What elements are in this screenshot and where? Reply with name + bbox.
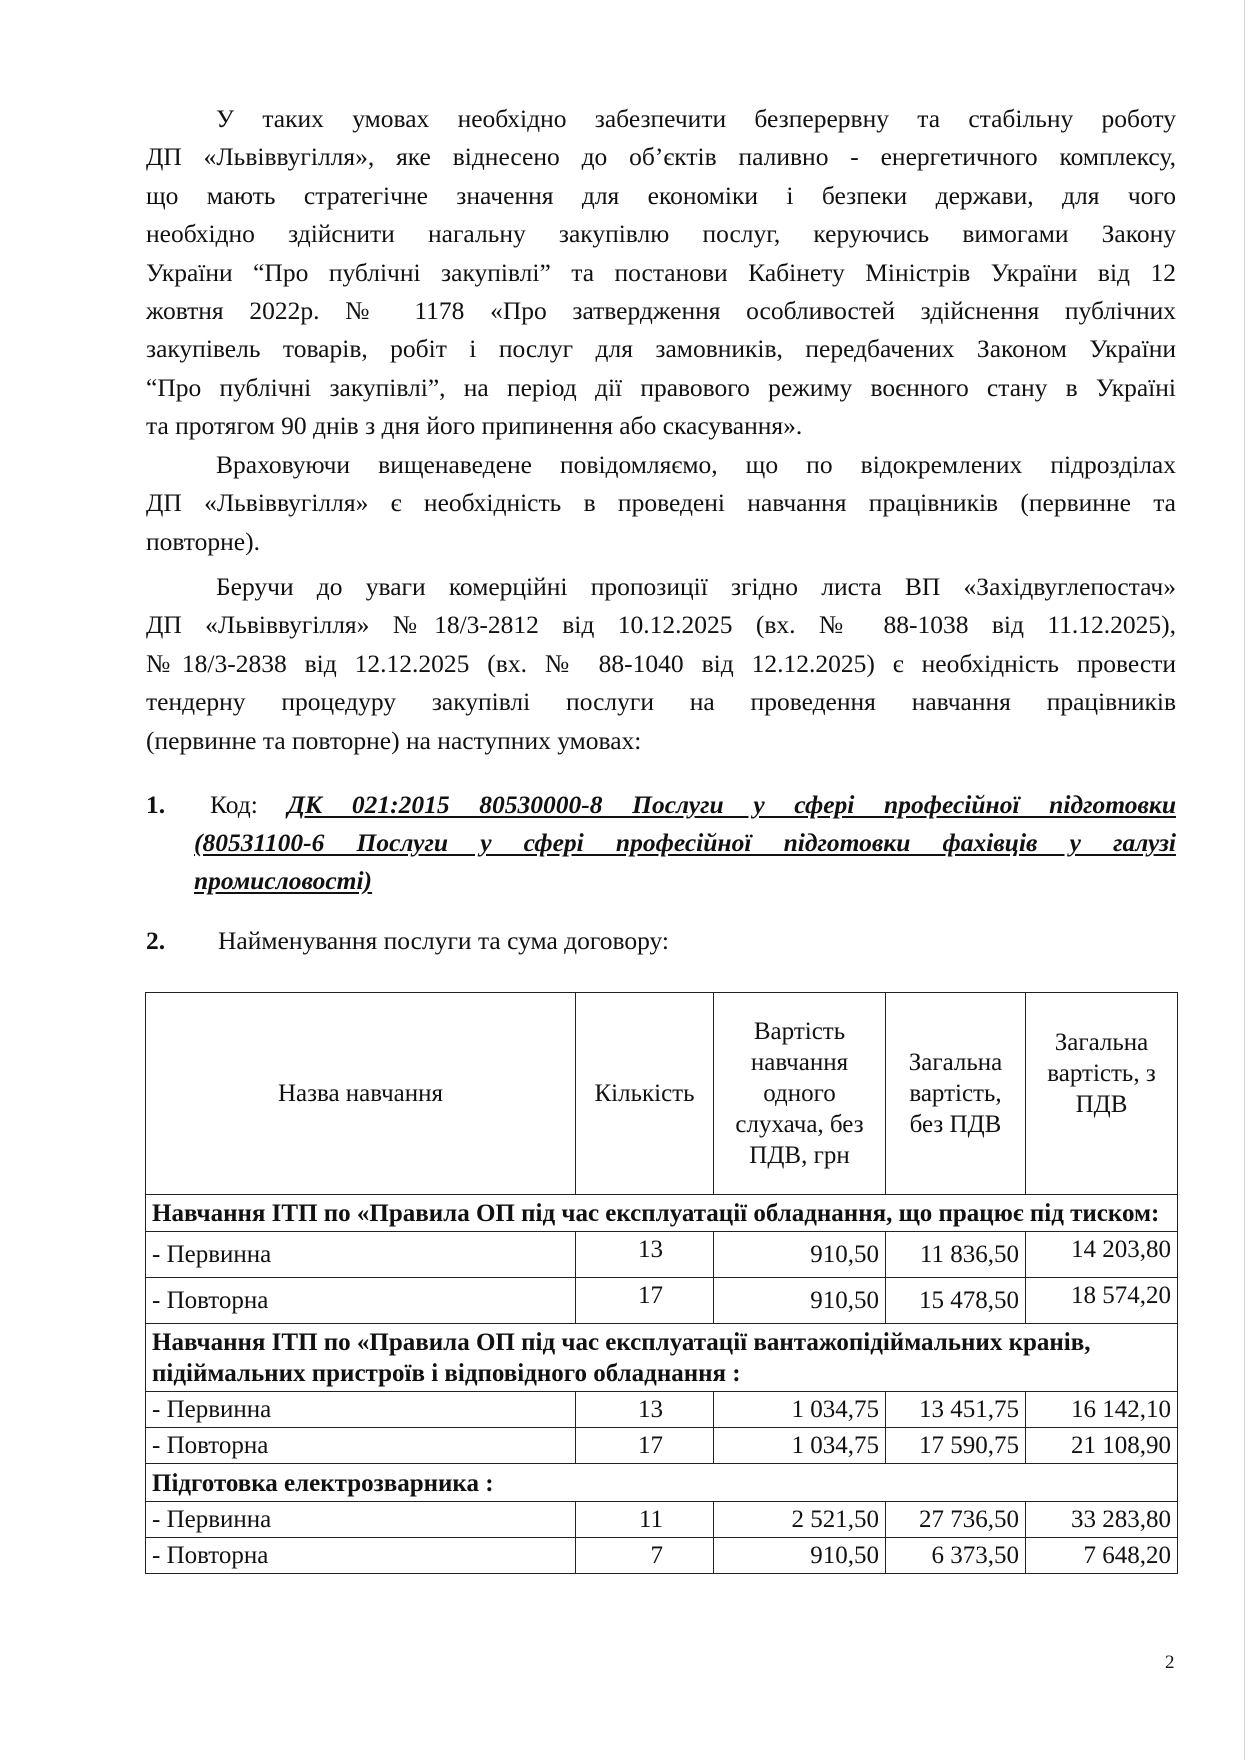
cell-unit: 1 034,75 <box>714 1392 886 1428</box>
page-number: 2 <box>1165 1652 1175 1673</box>
cell-qty: 17 <box>576 1278 714 1324</box>
item-text: Найменування послуги та сума договору: <box>218 926 669 955</box>
cell-qty: 17 <box>576 1428 714 1464</box>
code-line: (80531100-6 Послуги у сфері професійної підготовки фахівців у галузі <box>194 828 1176 857</box>
cell-name: - Первинна <box>146 1232 576 1278</box>
services-table <box>145 992 1178 1574</box>
cell-total-vat: 21 108,90 <box>1026 1428 1178 1464</box>
table-row <box>146 1232 1178 1278</box>
header-total: Загальна вартість, без ПДВ <box>886 993 1026 1195</box>
table-row <box>146 1428 1178 1464</box>
section-title: Навчання ІТП по «Правила ОП під час експлуатації обладнання, що працює під тиском: <box>146 1195 1178 1232</box>
item-number: 1. <box>146 790 166 819</box>
cell-qty: 13 <box>576 1392 714 1428</box>
text-line: Беручи до уваги комерційні пропозиції згідно листа ВП «Західвуглепостач» <box>216 572 1176 601</box>
cell-total: 17 590,75 <box>886 1428 1026 1464</box>
cell-total-vat: 16 142,10 <box>1026 1392 1178 1428</box>
item-number: 2. <box>146 926 166 955</box>
paragraph-proposals <box>146 568 1176 760</box>
text-line: “Про публічні закупівлі”, на період дії правового режиму воєнного стану в Україні <box>146 372 1176 402</box>
section-row <box>146 1195 1178 1232</box>
paragraph-notice <box>146 446 1176 561</box>
code-label: Код: <box>210 790 258 819</box>
code-line <box>210 786 1176 824</box>
section-title: Навчання ІТП по «Правила ОП під час експлуатації вантажопідіймальних кранів, підіймальних пристроїв і відповідного обладнання : <box>146 1324 1178 1392</box>
code-line: промисловості) <box>194 866 373 895</box>
section-row <box>146 1324 1178 1392</box>
cell-total-vat: 18 574,20 <box>1026 1278 1178 1324</box>
code-value: ДК 021:2015 80530000-8 Послуги у сфері професійної підготовки <box>287 790 1176 819</box>
cell-unit: 2 521,50 <box>714 1502 886 1538</box>
cell-qty: 13 <box>576 1232 714 1278</box>
text-line: ДП «Львіввугілля», яке віднесено до об’єктів паливно - енергетичного комплексу, <box>146 142 1176 172</box>
cell-name: - Повторна <box>146 1538 576 1574</box>
table-row <box>146 1392 1178 1428</box>
table-row <box>146 1538 1178 1574</box>
text-line: ДП «Львіввугілля» №18/3-2812 від 10.12.2025 (вх. № 88-1038 від 11.12.2025), <box>146 610 1176 640</box>
cell-total: 13 451,75 <box>886 1392 1026 1428</box>
item-service-name <box>146 922 1176 962</box>
cell-total-vat: 7 648,20 <box>1026 1538 1178 1574</box>
cell-total: 6 373,50 <box>886 1538 1026 1574</box>
text-line: закупівель товарів, робіт і послуг для замовників, передбачених Законом України <box>146 334 1176 364</box>
text-line: Враховуючи вищенаведене повідомляємо, що по відокремлених підрозділах <box>216 450 1176 479</box>
section-title: Підготовка електрозварника : <box>146 1464 1178 1502</box>
cell-unit: 910,50 <box>714 1538 886 1574</box>
text-line: тендерну процедуру закупівлі послуги на проведення навчання працівників <box>146 687 1176 717</box>
header-total-vat: Загальна вартість, з ПДВ <box>1026 993 1178 1195</box>
cell-total: 27 736,50 <box>886 1502 1026 1538</box>
table-row <box>146 1278 1178 1324</box>
cell-total-vat: 14 203,80 <box>1026 1232 1178 1278</box>
cell-unit: 1 034,75 <box>714 1428 886 1464</box>
header-qty: Кількість <box>576 993 714 1195</box>
cell-unit: 910,50 <box>714 1278 886 1324</box>
header-name: Назва навчання <box>146 993 576 1195</box>
table-header-row <box>146 993 1178 1195</box>
text-line: жовтня 2022р. № 1178 «Про затвердження особливостей здійснення публічних <box>146 296 1176 326</box>
cell-qty: 7 <box>576 1538 714 1574</box>
cell-qty: 11 <box>576 1502 714 1538</box>
cell-total: 15 478,50 <box>886 1278 1026 1324</box>
cell-total: 11 836,50 <box>886 1232 1026 1278</box>
header-unit-price: Вартість навчання одного слухача, без ПДВ, грн <box>714 993 886 1195</box>
text-line: №18/3-2838 від 12.12.2025 (вх. № 88-1040 від 12.12.2025) є необхідність провести <box>146 648 1176 678</box>
cell-name: - Повторна <box>146 1278 576 1324</box>
text-line: України “Про публічні закупівлі” та постанови Кабінету Міністрів України від 12 <box>146 257 1176 287</box>
page-edge <box>1244 0 1245 1760</box>
table-row <box>146 1502 1178 1538</box>
text-line: що мають стратегічне значення для економіки і безпеки держави, для чого <box>146 180 1176 210</box>
cell-name: - Повторна <box>146 1428 576 1464</box>
cell-total-vat: 33 283,80 <box>1026 1502 1178 1538</box>
text-line: У таких умовах необхідно забезпечити безперервну та стабільну роботу <box>216 104 1176 133</box>
text-line: повторне). <box>146 526 260 556</box>
cell-name: - Первинна <box>146 1392 576 1428</box>
section-row <box>146 1464 1178 1502</box>
text-line: ДП «Львіввугілля» є необхідність в проведені навчання працівників (первинне та <box>146 488 1176 518</box>
paragraph-intro <box>146 100 1176 446</box>
item-code <box>146 786 1176 906</box>
text-line: (первинне та повторне) на наступних умовах: <box>146 725 642 755</box>
text-line: та протягом 90 днів з дня його припинення або скасування». <box>146 411 803 441</box>
text-line: необхідно здійснити нагальну закупівлю послуг, керуючись вимогами Закону <box>146 219 1176 249</box>
cell-unit: 910,50 <box>714 1232 886 1278</box>
cell-name: - Первинна <box>146 1502 576 1538</box>
